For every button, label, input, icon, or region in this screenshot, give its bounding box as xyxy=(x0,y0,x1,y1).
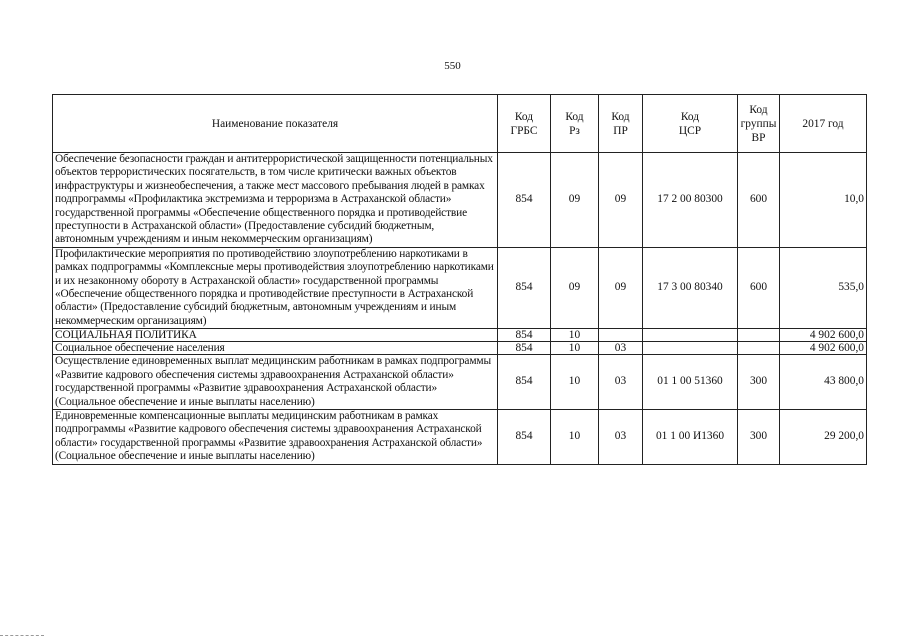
row-pr: 09 xyxy=(599,247,643,328)
row-vr xyxy=(738,329,780,342)
row-grbs: 854 xyxy=(498,329,551,342)
row-grbs: 854 xyxy=(498,409,551,464)
row-vr: 300 xyxy=(738,355,780,410)
page-number: 550 xyxy=(444,60,461,72)
row-amount: 4 902 600,0 xyxy=(780,329,867,342)
row-amount: 10,0 xyxy=(780,153,867,248)
table-row xyxy=(53,409,867,464)
row-name: СОЦИАЛЬНАЯ ПОЛИТИКА xyxy=(53,329,498,342)
row-grbs: 854 xyxy=(498,342,551,355)
row-vr: 300 xyxy=(738,409,780,464)
header-pr xyxy=(599,95,643,153)
row-name: Единовременные компенсационные выплаты медицинским работникам в рамках подпрограммы «Развитие кадрового обеспечения системы здравоохранения Астраханской области» государственной программы «Развитие здравоохранения Астраханской области» (Социальное обеспечение и иные выплаты населению) xyxy=(53,409,498,464)
row-rz: 09 xyxy=(551,153,599,248)
row-vr: 600 xyxy=(738,153,780,248)
header-csr-line1: Код xyxy=(680,110,700,123)
row-pr: 03 xyxy=(599,409,643,464)
header-grbs-line1: Код xyxy=(514,110,534,123)
row-vr xyxy=(738,342,780,355)
table-row xyxy=(53,355,867,410)
row-name: Профилактические мероприятия по противодействию злоупотреблению наркотиками в рамках подпрограммы «Комплексные меры противодействия злоупотреблению наркотиками и их незаконному обороту в Астраханской области» государственной программы «Обеспечение общественного порядка и противодействие преступности в Астраханской области» (Предоставление субсидий бюджетным, автономным учреждениям и иным некоммерческим организациям) xyxy=(53,247,498,328)
header-vr-line1: Код xyxy=(749,103,768,116)
row-name: Осуществление единовременных выплат медицинским работникам в рамках подпрограммы «Развитие кадрового обеспечения системы здравоохранения Астраханской области» государственной программы «Развитие здравоохранения Астраханской области» (Социальное обеспечение и иные выплаты населению) xyxy=(53,355,498,410)
row-csr: 17 2 00 80300 xyxy=(643,153,738,248)
header-csr-line2: ЦСР xyxy=(678,124,702,137)
row-csr xyxy=(643,342,738,355)
row-rz: 10 xyxy=(551,342,599,355)
row-name: Обеспечение безопасности граждан и антитеррористической защищенности потенциальных объектов террористических посягательств, в том числе критически важных объектов инфраструктуры и жизнеобеспечения, а также мест массового пребывания людей в рамках подпрограммы «Профилактика экстремизма и терроризма в Астраханской области» государственной программы «Обеспечение общественного порядка и противодействие преступности в Астраханской области» (Предоставление субсидий бюджетным, автономным учреждениям и иным некоммерческим организациям) xyxy=(53,153,498,248)
header-rz xyxy=(551,95,599,153)
table-row xyxy=(53,342,867,355)
row-amount: 535,0 xyxy=(780,247,867,328)
row-csr: 17 3 00 80340 xyxy=(643,247,738,328)
row-rz: 09 xyxy=(551,247,599,328)
header-vr-line2: группы xyxy=(740,117,777,130)
header-name: Наименование показателя xyxy=(53,95,498,153)
header-pr-line2: ПР xyxy=(613,124,628,137)
row-csr xyxy=(643,329,738,342)
row-rz: 10 xyxy=(551,409,599,464)
table-row xyxy=(53,153,867,248)
table-row xyxy=(53,329,867,342)
row-csr: 01 1 00 И1360 xyxy=(643,409,738,464)
row-grbs: 854 xyxy=(498,247,551,328)
header-vr-line3: ВР xyxy=(751,131,766,144)
header-year: 2017 год xyxy=(780,95,867,153)
row-amount: 29 200,0 xyxy=(780,409,867,464)
row-pr: 03 xyxy=(599,342,643,355)
row-amount: 43 800,0 xyxy=(780,355,867,410)
row-csr: 01 1 00 51360 xyxy=(643,355,738,410)
row-vr: 600 xyxy=(738,247,780,328)
row-grbs: 854 xyxy=(498,355,551,410)
table-row xyxy=(53,247,867,328)
header-vr xyxy=(738,95,780,153)
row-grbs: 854 xyxy=(498,153,551,248)
row-pr: 03 xyxy=(599,355,643,410)
header-grbs xyxy=(498,95,551,153)
table-header-row xyxy=(53,95,867,153)
row-amount: 4 902 600,0 xyxy=(780,342,867,355)
header-rz-line1: Код xyxy=(565,110,584,123)
header-rz-line2: Рз xyxy=(569,124,580,137)
header-grbs-line2: ГРБС xyxy=(510,124,538,137)
row-pr xyxy=(599,329,643,342)
scan-edge-mark xyxy=(0,635,44,638)
header-csr xyxy=(643,95,738,153)
row-name: Социальное обеспечение населения xyxy=(53,342,498,355)
header-pr-line1: Код xyxy=(611,110,630,123)
row-pr: 09 xyxy=(599,153,643,248)
budget-table xyxy=(52,94,867,465)
row-rz: 10 xyxy=(551,329,599,342)
row-rz: 10 xyxy=(551,355,599,410)
